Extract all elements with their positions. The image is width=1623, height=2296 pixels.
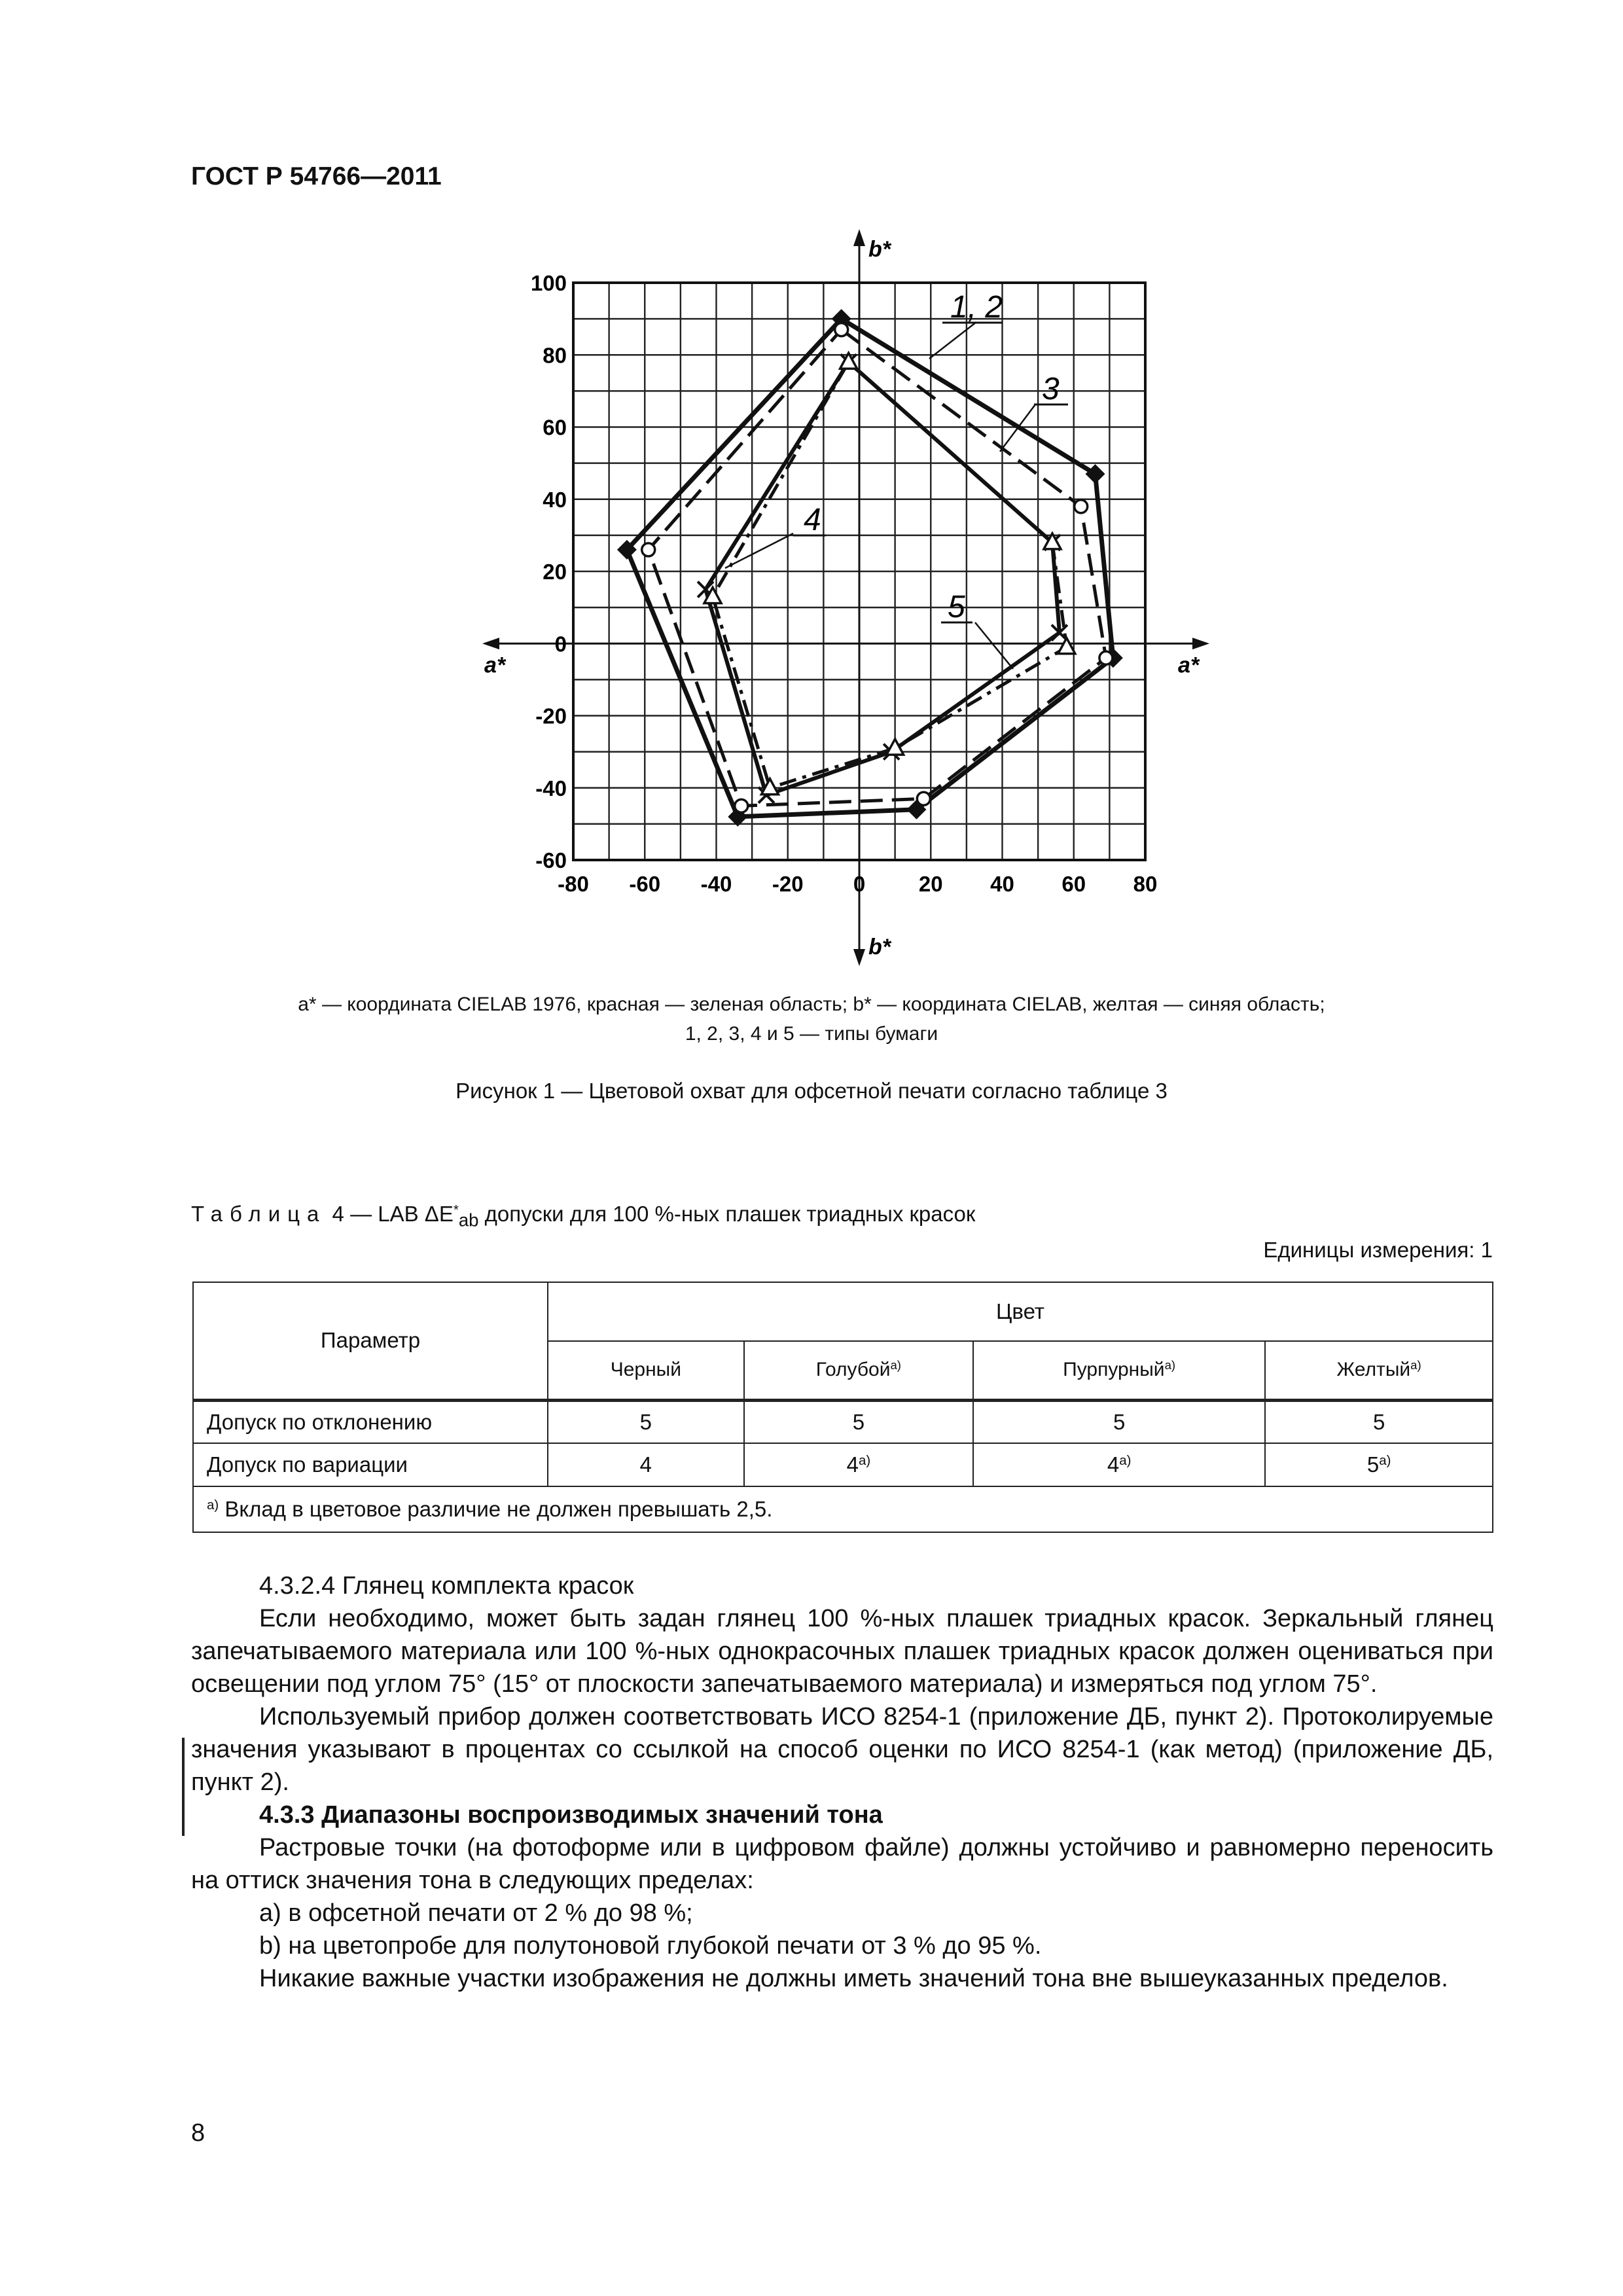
- column-header: [744, 1341, 973, 1400]
- data-point-circle: [1099, 651, 1113, 664]
- table-cell: $4^{а)}$: [744, 1443, 973, 1486]
- x-tick-label: -80: [558, 872, 589, 896]
- figure-legend-line-1: a* — координата CIELAB 1976, красная — зеленая область; b* — координата CIELAB, желтая — синяя область;: [298, 994, 1325, 1015]
- table-title-sup: *: [453, 1202, 459, 1217]
- table-cell: 5: [744, 1400, 973, 1443]
- row-label: Допуск по вариации: [193, 1443, 548, 1486]
- annotation-leader-line: [929, 322, 976, 359]
- data-point-circle: [835, 323, 848, 336]
- list-item: а) в офсетной печати от 2 % до 98 %;: [259, 1899, 693, 1927]
- a-axis-label-right: a*: [1178, 653, 1200, 678]
- x-tick-label: 80: [1133, 872, 1158, 896]
- paragraph: Если необходимо, может быть задан глянец 100 %-ных плашек триадных красок. Зеркальный глянец запечатываемого материала или 100 %-ных однокрасочных плашек триадных красок должен оцениваться при освещении под углом 75° (15° от плоскости запечатываемого материала) и измеряться под углом 75°.: [191, 1605, 1493, 1698]
- y-tick-label: 80: [543, 343, 567, 368]
- series-annotation-label: 3: [1042, 372, 1060, 406]
- table-units: Единицы измерения: 1: [1263, 1238, 1493, 1262]
- annotation-leader-line: [975, 622, 1013, 669]
- table-title-word: Таблица: [191, 1202, 327, 1226]
- y-tick-label: 60: [543, 415, 567, 440]
- chart-axes: [482, 229, 1209, 966]
- column-name: Пурпурный: [1063, 1359, 1165, 1381]
- a-axis-arrow-right: [1192, 637, 1209, 649]
- x-tick-label: -20: [772, 872, 804, 896]
- revision-bar: [182, 1738, 185, 1836]
- tolerance-table: [192, 1282, 1493, 1533]
- b-axis-label-bottom: b*: [868, 935, 891, 960]
- paragraph: Растровые точки (на фотоформе или в цифровом файле) должны устойчиво и равномерно переносить на оттиск значения тона в следующих пределах:: [191, 1834, 1493, 1894]
- column-header: [973, 1341, 1265, 1400]
- table-cell: $4^{а)}$: [973, 1443, 1265, 1486]
- x-tick-label: 0: [853, 872, 866, 896]
- column-name: Желтый: [1336, 1359, 1411, 1381]
- table-footnote: [193, 1486, 1493, 1532]
- y-tick-label: 100: [530, 271, 567, 295]
- series-annotation-label: 1, 2: [950, 290, 1003, 325]
- column-name: Черный: [610, 1359, 681, 1381]
- table-cell: 5: [548, 1400, 744, 1443]
- footnote-mark: а): [207, 1497, 219, 1513]
- b-axis-label-top: b*: [868, 237, 891, 262]
- page-number: 8: [191, 2119, 205, 2147]
- column-mark: а): [1164, 1358, 1176, 1372]
- body-text: [191, 1570, 1493, 1995]
- table-row: [193, 1443, 1493, 1486]
- param-header: Параметр: [193, 1282, 548, 1400]
- table-header-row-1: [193, 1282, 1493, 1341]
- color-gamut-chart: [458, 223, 1283, 975]
- x-tick-label: 20: [918, 872, 943, 896]
- color-header: Цвет: [548, 1282, 1493, 1341]
- table-row: [193, 1400, 1493, 1443]
- x-tick-label: 40: [990, 872, 1014, 896]
- y-tick-label: -40: [535, 776, 567, 800]
- column-header: [1265, 1341, 1493, 1400]
- data-point-circle: [917, 792, 930, 805]
- figure-legend-line-2: 1, 2, 3, 4 и 5 — типы бумаги: [685, 1023, 938, 1045]
- a-axis-label-left: a*: [484, 653, 506, 678]
- data-point-circle: [642, 543, 655, 556]
- b-axis-arrow-up: [853, 229, 865, 246]
- y-tick-label: -60: [535, 848, 567, 872]
- section-heading-4-3-3: 4.3.3 Диапазоны воспроизводимых значений тона: [259, 1801, 883, 1829]
- document-header: ГОСТ Р 54766—2011: [191, 162, 442, 190]
- column-mark: а): [890, 1358, 902, 1372]
- paragraph: Используемый прибор должен соответствовать ИСО 8254-1 (приложение ДБ, пункт 2). Протоколируемые значения указывают в процентах со ссылкой на способ оценки по ИСО 8254-1 (как метод) (приложение ДБ, пункт 2).: [191, 1703, 1493, 1796]
- table-cell: 4: [548, 1443, 744, 1486]
- data-point-circle: [1075, 500, 1088, 513]
- annotation-leader-line: [1000, 404, 1035, 452]
- b-axis-arrow-down: [853, 949, 865, 966]
- column-mark: а): [1410, 1358, 1421, 1372]
- section-heading-4-3-2-4: 4.3.2.4 Глянец комплекта красок: [259, 1572, 634, 1600]
- paragraph: Никакие важные участки изображения не должны иметь значений тона вне вышеуказанных пределов.: [259, 1965, 1448, 1992]
- figure-caption: Рисунок 1 — Цветовой охват для офсетной печати согласно таблице 3: [455, 1079, 1168, 1103]
- y-tick-label: 20: [543, 560, 567, 584]
- series-annotation-label: 5: [948, 590, 965, 624]
- footnote-text: Вклад в цветовое различие не должен превышать 2,5.: [219, 1497, 773, 1521]
- column-header: [548, 1341, 744, 1400]
- y-tick-label: -20: [535, 704, 567, 728]
- data-point-circle: [735, 799, 748, 812]
- data-point-triangle: [1058, 638, 1075, 654]
- x-tick-label: -60: [629, 872, 661, 896]
- a-axis-arrow-left: [482, 637, 499, 649]
- list-item: b) на цветопробе для полутоновой глубокой печати от 3 % до 95 %.: [259, 1932, 1042, 1960]
- series-line: [627, 319, 1113, 817]
- table-footnote-row: [193, 1486, 1493, 1532]
- table-title-end: допуски для 100 %-ных плашек триадных красок: [478, 1202, 976, 1226]
- table-cell: 5: [1265, 1400, 1493, 1443]
- y-tick-label: 40: [543, 487, 567, 512]
- y-tick-label: 0: [554, 632, 567, 656]
- row-label: Допуск по отклонению: [193, 1400, 548, 1443]
- column-name: Голубой: [815, 1359, 891, 1381]
- table-title-sub: ab: [458, 1210, 479, 1230]
- table-title-number: 4 — LAB ΔE: [326, 1202, 454, 1226]
- x-tick-label: -40: [700, 872, 732, 896]
- table-cell: $5^{а)}$: [1265, 1443, 1493, 1486]
- x-tick-label: 60: [1061, 872, 1086, 896]
- table-title: [191, 1202, 975, 1231]
- table-cell: 5: [973, 1400, 1265, 1443]
- series-annotation-label: 4: [804, 503, 821, 537]
